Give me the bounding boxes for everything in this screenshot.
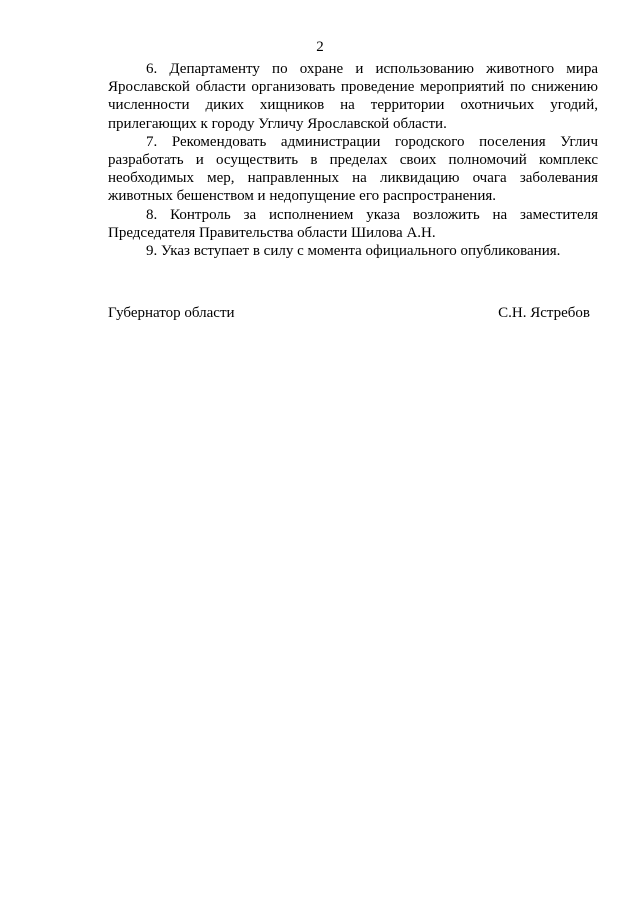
- page-number: 2: [316, 39, 324, 55]
- decree-body: [108, 60, 598, 260]
- signatory-position: Губернатор области: [108, 305, 235, 321]
- paragraph-9: 9. Указ вступает в силу с момента официального опубликования.: [146, 243, 561, 260]
- signature-block: [108, 304, 590, 322]
- signatory-name: С.Н. Ястребов: [498, 305, 590, 321]
- paragraph-8: 8. Контроль за исполнением указа возложить на заместителя Председателя Правительства области Шилова А.Н.: [108, 206, 598, 241]
- paragraph-7: 7. Рекомендовать администрации городского поселения Углич разработать и осуществить в пределах своих полномочий комплекс необходимых мер, направленных на ликвидацию очага заболевания животных бешенством и недопущение его распространения.: [108, 133, 598, 205]
- paragraph-6: 6. Департаменту по охране и использованию животного мира Ярославской области организовать проведение мероприятий по снижению численности диких хищников на территории охотничьих угодий, прилегающих к городу Угличу Ярославской области.: [108, 61, 598, 132]
